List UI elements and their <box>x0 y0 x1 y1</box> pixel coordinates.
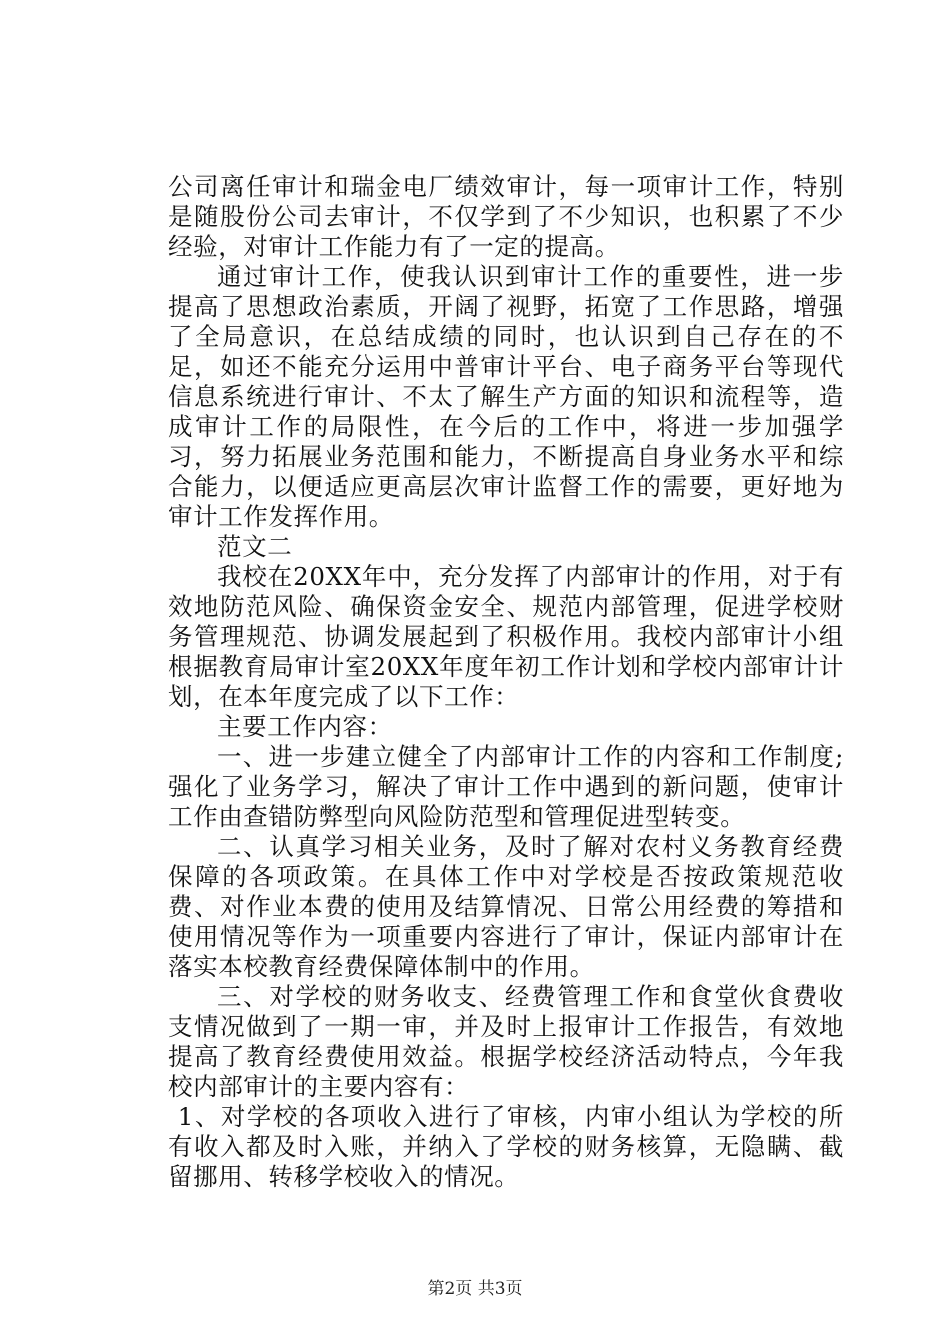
paragraph-main-work-heading: 主要工作内容： <box>217 712 393 741</box>
paragraph-item-three: 三、对学校的财务收支、经费管理工作和食堂伙食费收支情况做到了一期一审，并及时上报审计工作报告，有效地提高了教育经费使用效益。根据学校经济活动特点，今年我校内部审计的主要内容有： <box>168 982 844 1101</box>
page-footer: 第2页 共3页 <box>427 1279 523 1299</box>
paragraph-audit-experience: 公司离任审计和瑞金电厂绩效审计，每一项审计工作，特别是随股份公司去审计，不仅学到了不少知识，也积累了不少经验，对审计工作能力有了一定的提高。 <box>168 172 844 261</box>
paragraph-school-audit-intro: 我校在20XX年中，充分发挥了内部审计的作用，对于有效地防范风险、确保资金安全、规范内部管理，促进学校财务管理规范、协调发展起到了积极作用。我校内部审计小组根据教育局审计室20XX年度年初工作计划和学校内部审计计划，在本年度完成了以下工作： <box>168 562 844 711</box>
paragraph-sub-item-one: 1、对学校的各项收入进行了审核，内审小组认为学校的所有收入都及时入账，并纳入了学校的财务核算，无隐瞒、截留挪用、转移学校收入的情况。 <box>168 1102 844 1191</box>
paragraph-item-two: 二、认真学习相关业务，及时了解对农村义务教育经费保障的各项政策。在具体工作中对学校是否按政策规范收费、对作业本费的使用及结算情况、日常公用经费的筹措和使用情况等作为一项重要内容进行了审计，保证内部审计在落实本校教育经费保障体制中的作用。 <box>168 832 844 981</box>
paragraph-audit-reflection: 通过审计工作，使我认识到审计工作的重要性，进一步提高了思想政治素质，开阔了视野，拓宽了工作思路，增强了全局意识，在总结成绩的同时，也认识到自己存在的不足，如还不能充分运用中普审计平台、电子商务平台等现代信息系统进行审计、不太了解生产方面的知识和流程等，造成审计工作的局限性，在今后的工作中，将进一步加强学习，努力拓展业务范围和能力，不断提高自身业务水平和综合能力，以便适应更高层次审计监督工作的需要，更好地为审计工作发挥作用。 <box>168 262 844 531</box>
document-body <box>168 172 844 1192</box>
paragraph-item-one: 一、进一步建立健全了内部审计工作的内容和工作制度;强化了业务学习，解决了审计工作中遇到的新问题，使审计工作由查错防弊型向风险防范型和管理促进型转变。 <box>168 742 844 831</box>
section-heading-example-two: 范文二 <box>217 532 293 561</box>
